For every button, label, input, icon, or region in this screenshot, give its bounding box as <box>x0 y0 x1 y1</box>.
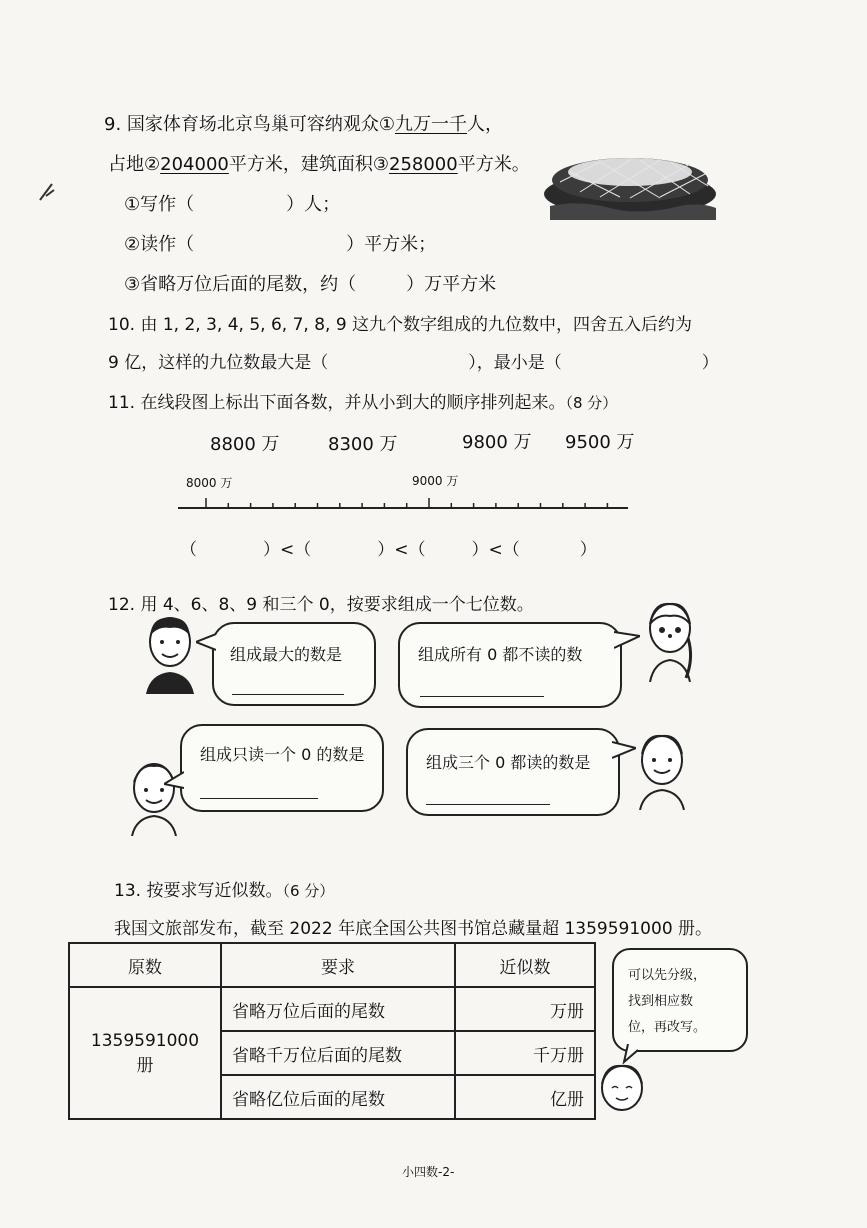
q9-sub3: ③省略万位后面的尾数，约（ ）万平方米 <box>124 274 497 295</box>
q11-number-2: 8300 万 <box>328 434 398 455</box>
table-row: 省略亿位后面的尾数 亿册 <box>69 1075 595 1119</box>
answer-line[interactable] <box>420 696 544 697</box>
answer-cell[interactable]: 千万册 <box>455 1031 595 1075</box>
q10-line2: 9 亿，这样的九位数最大是（ ），最小是（ ） <box>108 353 719 373</box>
answer-line[interactable] <box>426 804 550 805</box>
tick-label-start: 8000 万 <box>186 476 233 490</box>
girl-avatar-icon <box>640 598 700 682</box>
bubble-no-zero-read: 组成所有 0 都不读的数 <box>398 622 622 708</box>
bubble-tail <box>614 630 640 650</box>
table-row: 省略千万位后面的尾数 千万册 <box>69 1031 595 1075</box>
q13-intro: 我国文旅部发布，截至 2022 年底全国公共图书馆总藏量超 1359591000 册。 <box>114 919 713 939</box>
girl3-avatar-icon <box>594 1044 654 1120</box>
approximation-table <box>68 942 596 1120</box>
bubble-tail <box>612 740 636 760</box>
q9-sub1: ①写作（ ）人； <box>124 194 341 215</box>
answer-cell[interactable]: 万册 <box>455 987 595 1031</box>
q10-line1: 10. 由 1, 2, 3, 4, 5, 6, 7, 8, 9 这九个数字组成的九位数中，四舍五入后约为 <box>108 315 693 335</box>
q12-title: 12. 用 4、6、8、9 和三个 0，按要求组成一个七位数。 <box>108 595 534 615</box>
boy-avatar-icon <box>142 612 198 694</box>
bubble-tail <box>164 770 184 790</box>
answer-line[interactable] <box>200 798 318 799</box>
bubble-one-zero-read: 组成只读一个 0 的数是 <box>180 724 384 812</box>
hint-bubble: 可以先分级， 找到相应数 位，再改写。 <box>612 948 748 1052</box>
answer-cell[interactable]: 亿册 <box>455 1075 595 1119</box>
q11-order-line: （ ）<（ ）<（ ）<（ ） <box>180 540 597 560</box>
bubble-three-zeros-read: 组成三个 0 都读的数是 <box>406 728 620 816</box>
answer-line[interactable] <box>232 694 344 695</box>
q11-number-3: 9800 万 <box>462 432 532 453</box>
birds-nest-stadium-image <box>540 142 720 222</box>
q13-title: 13. 按要求写近似数。（6 分） <box>114 881 335 901</box>
bubble-tail <box>196 632 216 652</box>
number-line[interactable] <box>172 490 634 514</box>
q9-underlined-num: 九万一千 <box>395 114 468 135</box>
page-number: 小四数-2- <box>402 1165 455 1179</box>
bubble-largest: 组成最大的数是 <box>212 622 376 706</box>
q9-line2: 占地②204000平方米，建筑面积③258000平方米。 <box>108 154 530 175</box>
tick-label-mid: 9000 万 <box>412 474 459 488</box>
q9-line1: 9. 国家体育场北京鸟巢可容纳观众①九万一千人， <box>104 114 504 135</box>
q11-number-1: 8800 万 <box>210 434 280 455</box>
original-number: 1359591000 册 <box>69 987 221 1119</box>
q11-title: 11. 在线段图上标出下面各数，并从小到大的顺序排列起来。（8 分） <box>108 393 618 413</box>
girl2-avatar-icon <box>632 728 692 810</box>
pencil-mark-icon <box>36 178 58 204</box>
table-row: 1359591000 册 省略万位后面的尾数 万册 <box>69 987 595 1031</box>
q9-sub2: ②读作（ ）平方米； <box>124 234 437 255</box>
table-header-row: 原数 要求 近似数 <box>69 943 595 987</box>
q11-number-4: 9500 万 <box>565 432 635 453</box>
